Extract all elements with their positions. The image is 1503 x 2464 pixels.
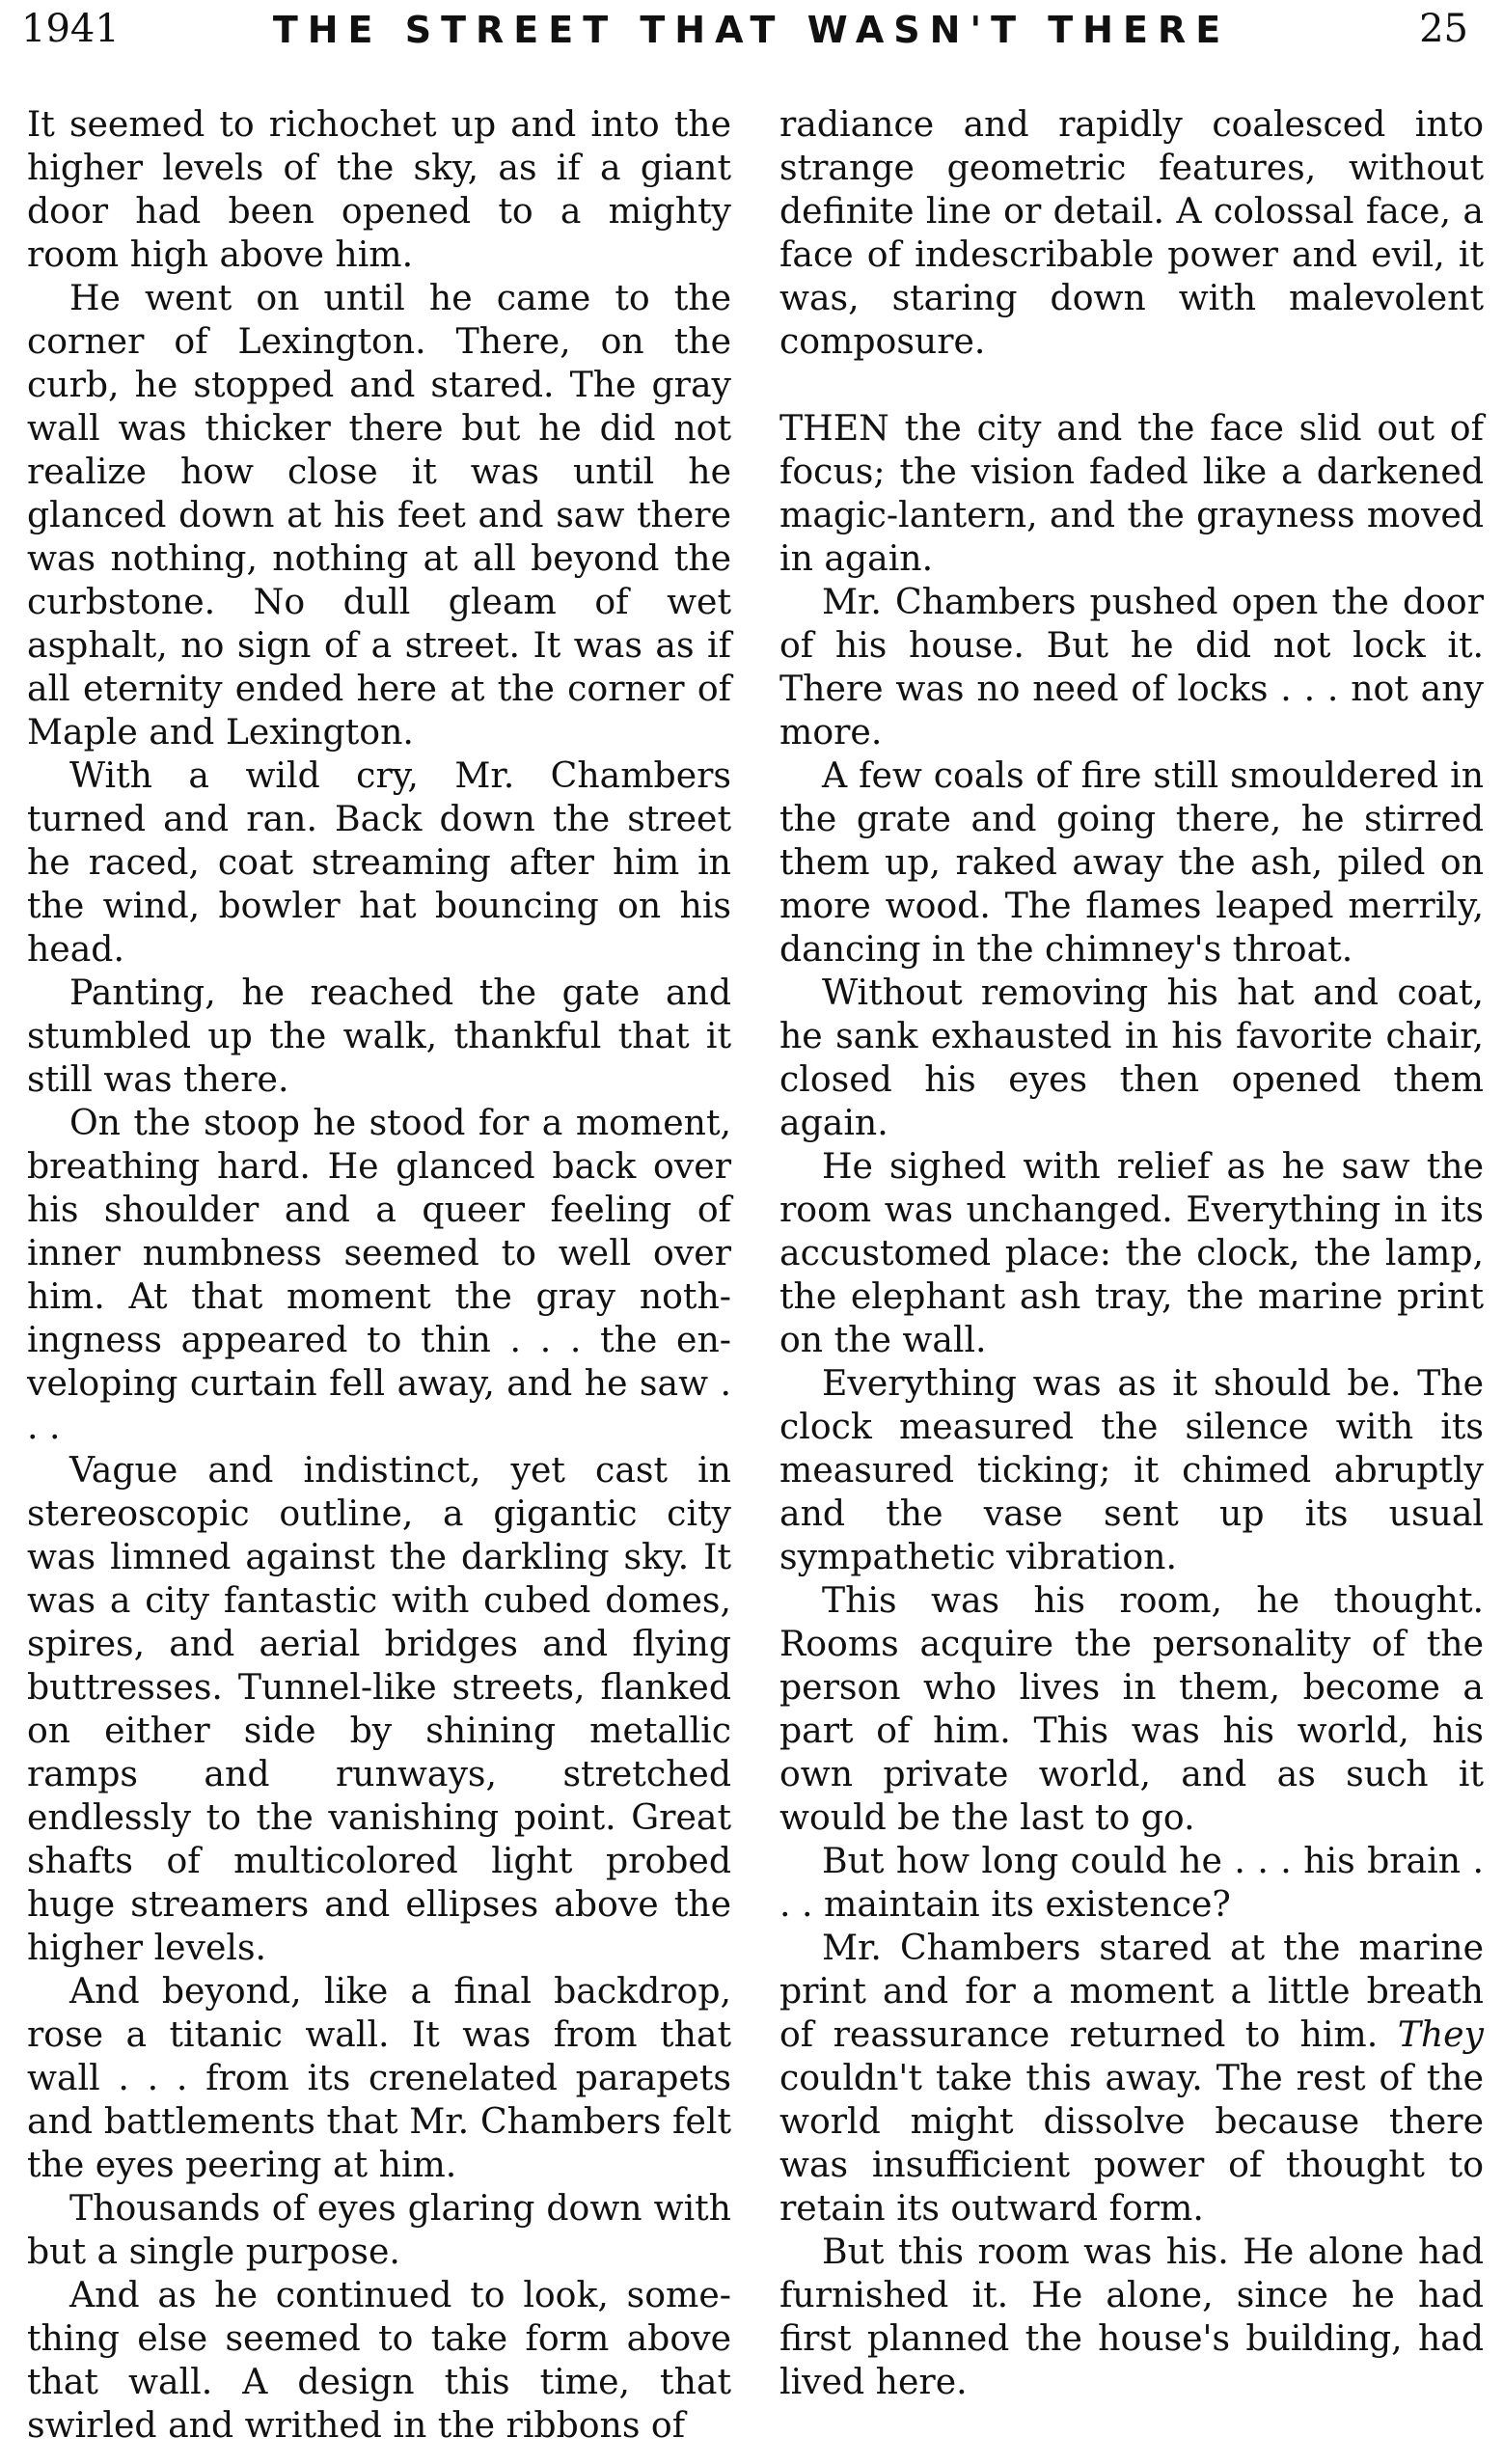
header-year: 1941 bbox=[21, 7, 120, 51]
paragraph: Thousands of eyes glaring down with but a single purpose. bbox=[27, 2187, 731, 2272]
paragraph: Vague and indistinct, yet cast in stereoscopic outline, a gigantic city was limned against the darkling sky. It was a city fantastic with cubed domes, spires, and aerial bridges and flying buttresses. Tunnel-like streets, flanked on either side by shining metallic ramps and runways, stretched endlessly to the vanishing point. Great shafts of multicolored light probed huge streamers and ellipses above the higher levels. bbox=[27, 1449, 731, 1968]
paragraph: Mr. Chambers pushed open the door of his house. But he did not lock it. There was no need of locks . . . not any more. bbox=[779, 581, 1484, 753]
page-header bbox=[0, 0, 1503, 77]
paragraph: And beyond, like a final backdrop, rose a titanic wall. It was from that wall . . . from its crenelated parapets and battlements that Mr. Chambers felt the eyes peering at him. bbox=[27, 1970, 731, 2185]
paragraph: With a wild cry, Mr. Chambers turned and ran. Back down the street he raced, coat streaming after him in the wind, bowler hat bouncing on his head. bbox=[27, 754, 731, 970]
page-number: 25 bbox=[1419, 7, 1468, 51]
paragraph: But how long could he . . . his brain . . . maintain its existence? bbox=[779, 1840, 1484, 1925]
paragraph-reassurance bbox=[779, 1926, 1484, 2230]
paragraph: And as he continued to look, something else seemed to take form above that wall. A design this time, that swirled and writhed in the ribbons of bbox=[27, 2274, 731, 2446]
paragraph: This was his room, he thought. Rooms acquire the personality of the person who lives in them, become a part of him. This was his world, his own private world, and as such it would be the last to go. bbox=[779, 1579, 1484, 1838]
paragraph: He sighed with relief as he saw the room was unchanged. Everything in its accustomed place: the clock, the lamp, the elephant ash tray, the marine print on the wall. bbox=[779, 1145, 1484, 1360]
paragraph: Panting, he reached the gate and stumbled up the walk, thankful that it still was there. bbox=[27, 972, 731, 1100]
paragraph: He went on until he came to the corner of Lexington. There, on the curb, he stopped and stared. The gray wall was thicker there but he did not realize how close it was until he glanced down at his feet and saw there was nothing, nothing at all beyond the curbstone. No dull gleam of wet asphalt, no sign of a street. It was as if all eternity ended here at the corner of Maple and Lexington. bbox=[27, 277, 731, 753]
right-column bbox=[779, 102, 1484, 2403]
text-run: Mr. Chambers stared at the marine print and for a moment a little breath of reassurance returned to him. bbox=[779, 1927, 1484, 2055]
paragraph: It seemed to richochet up and into the higher levels of the sky, as if a giant door had been opened to a mighty room high above him. bbox=[27, 103, 731, 275]
paragraph-continuation: radiance and rapidly coalesced into strange geometric features, without definite line or detail. A colossal face, a face of indescribable power and evil, it was, staring down with malevolent composure. bbox=[779, 103, 1484, 362]
paragraph: A few coals of fire still smouldered in the grate and going there, he stirred them up, raked away the ash, piled on more wood. The flames leaped merrily, dancing in the chimney's throat. bbox=[779, 754, 1484, 970]
left-column bbox=[27, 102, 731, 2447]
paragraph: Without removing his hat and coat, he sank exhausted in his favorite chair, closed his eyes then opened them again. bbox=[779, 972, 1484, 1143]
text-run: couldn't take this away. The rest of the world might dissolve because there was insufficient power of thought to retain its outward form. bbox=[779, 2057, 1484, 2229]
paragraph: On the stoop he stood for a moment, breathing hard. He glanced back over his shoulder and a queer feeling of inner numbness seemed to well over him. At that moment the gray nothingness appeared to thin . . . the enveloping curtain fell away, and he saw . . . bbox=[27, 1102, 731, 1447]
section-start-paragraph: THEN the city and the face slid out of focus; the vision faded like a darkened magic-lantern, and the grayness moved in again. bbox=[779, 407, 1484, 579]
running-title: THE STREET THAT WASN'T THERE bbox=[272, 9, 1231, 51]
italic-emphasis: They bbox=[1397, 2013, 1484, 2055]
paragraph: But this room was his. He alone had furnished it. He alone, since he had first planned the house's building, had lived here. bbox=[779, 2231, 1484, 2402]
paragraph: Everything was as it should be. The clock measured the silence with its measured ticking; it chimed abruptly and the vase sent up its usual sympathetic vibration. bbox=[779, 1362, 1484, 1577]
